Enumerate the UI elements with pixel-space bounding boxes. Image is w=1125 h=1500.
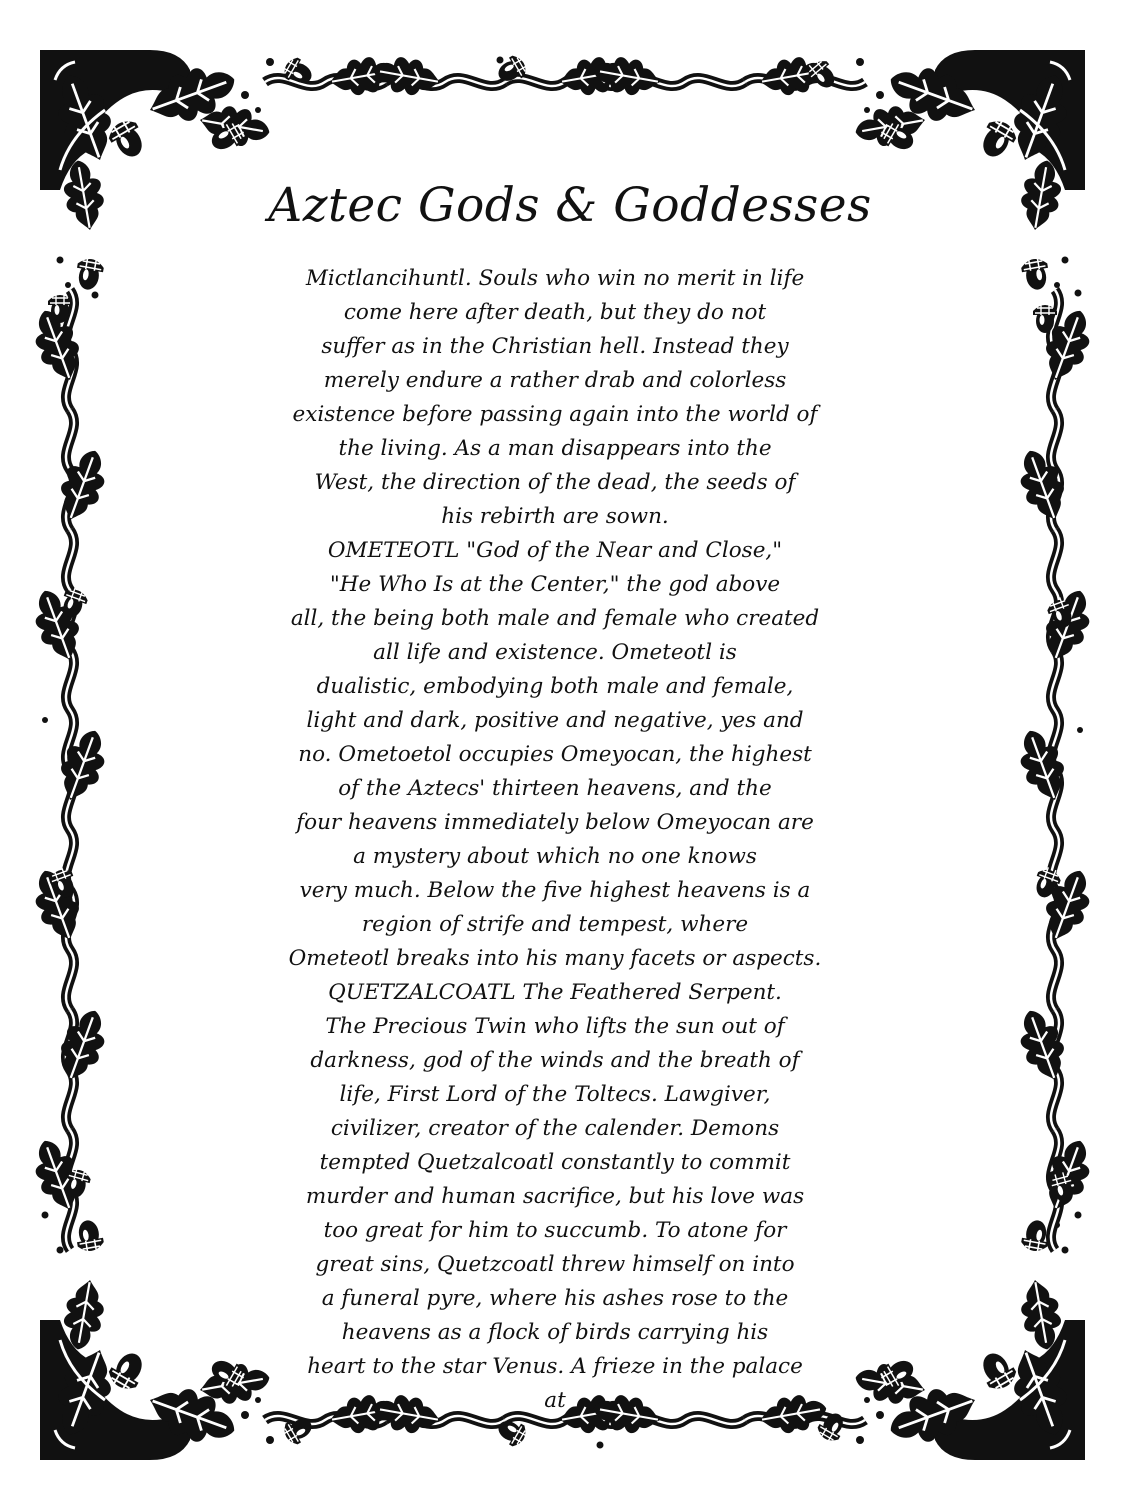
text-line: of the Aztecs' thirteen heavens, and the	[338, 776, 772, 801]
text-line: a mystery about which no one knows	[353, 844, 757, 869]
text-line: "He Who Is at the Center," the god above	[329, 572, 781, 597]
text-line: all life and existence. Ometeotl is	[373, 640, 737, 665]
text-line: suffer as in the Christian hell. Instead they	[321, 334, 789, 359]
text-line: tempted Quetzalcoatl constantly to commit	[319, 1150, 791, 1175]
text-line: four heavens immediately below Omeyocan are	[296, 810, 814, 835]
text-line: all, the being both male and female who created	[290, 606, 820, 631]
text-line: very much. Below the five highest heavens is a	[299, 878, 811, 903]
text-line: great sins, Quetzcoatl threw himself on into	[315, 1252, 795, 1277]
text-line: no. Ometoetol occupies Omeyocan, the highest	[298, 742, 812, 767]
page-title: Aztec Gods & Goddesses	[268, 178, 872, 233]
text-line: his rebirth are sown.	[441, 504, 669, 529]
text-line: heavens as a flock of birds carrying his	[341, 1320, 769, 1345]
text-line: Mictlancihuntl. Souls who win no merit in life	[305, 266, 805, 291]
text-line: The Precious Twin who lifts the sun out of	[325, 1014, 785, 1039]
text-line: darkness, god of the winds and the breath of	[310, 1048, 800, 1073]
text-line: QUETZALCOATL The Feathered Serpent.	[328, 980, 782, 1005]
text-line: life, First Lord of the Toltecs. Lawgiver,	[339, 1082, 771, 1107]
text-line: at	[544, 1388, 566, 1413]
text-line: merely endure a rather drab and colorless	[323, 368, 787, 393]
text-line: murder and human sacrifice, but his love was	[305, 1184, 805, 1209]
text-line: light and dark, positive and negative, yes and	[306, 708, 804, 733]
text-line: a funeral pyre, where his ashes rose to the	[321, 1286, 789, 1311]
text-line: OMETEOTL "God of the Near and Close,"	[327, 538, 783, 563]
text-line: too great for him to succumb. To atone for	[323, 1218, 787, 1243]
text-line: heart to the star Venus. A frieze in the palace	[307, 1354, 803, 1379]
text-line: existence before passing again into the world of	[292, 402, 818, 427]
body-text	[215, 262, 895, 1418]
text-line: Ometeotl breaks into his many facets or aspects.	[288, 946, 822, 971]
text-line: come here after death, but they do not	[343, 300, 767, 325]
text-line: West, the direction of the dead, the seeds of	[314, 470, 796, 495]
text-line: the living. As a man disappears into the	[338, 436, 772, 461]
text-line: civilizer, creator of the calender. Demons	[330, 1116, 780, 1141]
text-line: region of strife and tempest, where	[361, 912, 749, 937]
text-line: dualistic, embodying both male and female,	[316, 674, 794, 699]
